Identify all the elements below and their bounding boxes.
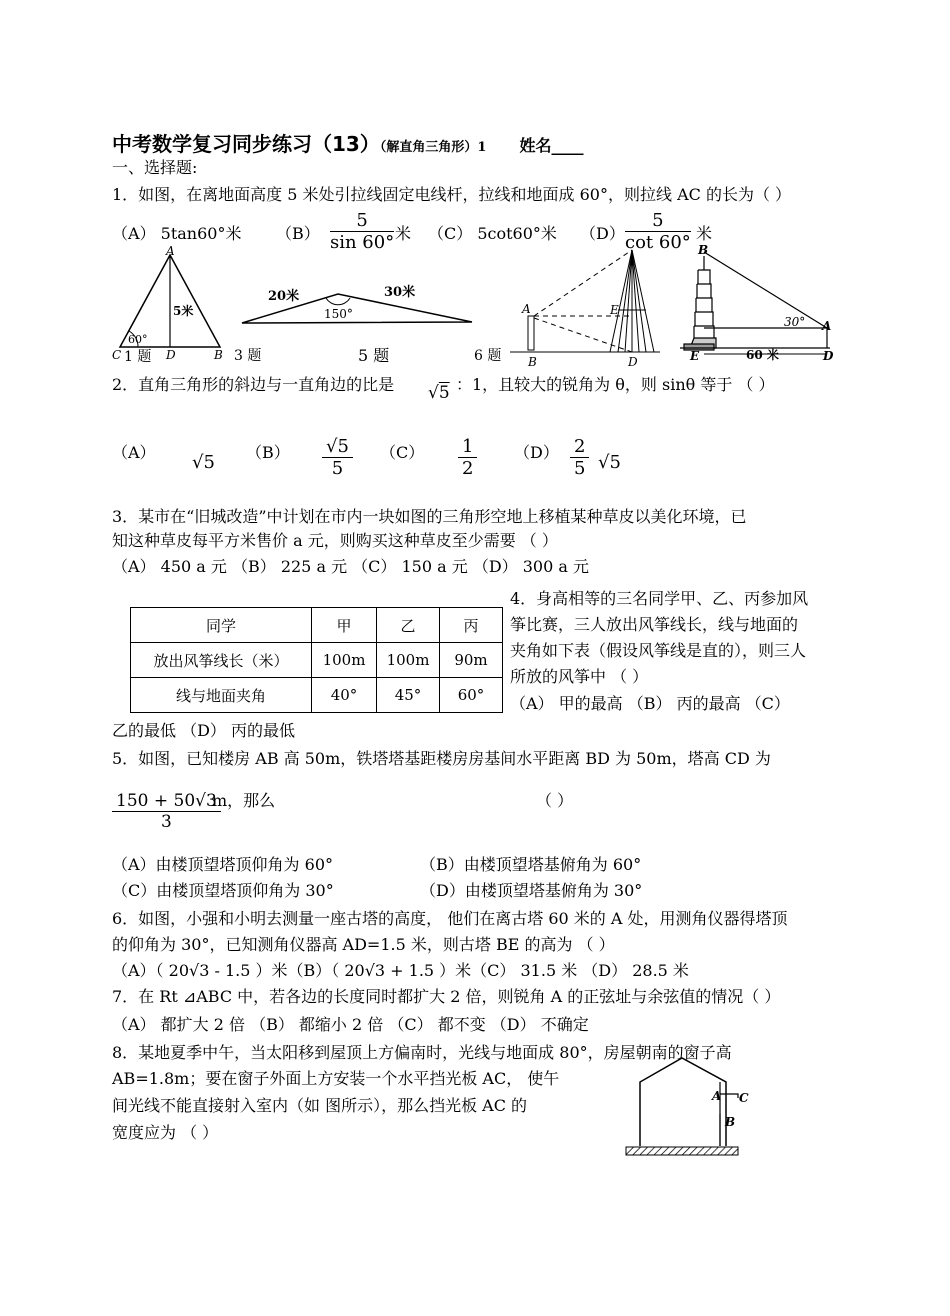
fig1-label-d: D	[166, 348, 176, 362]
q1-option-d-unit: 米	[696, 224, 713, 243]
table-cell: 40°	[312, 678, 377, 713]
figure-1-triangle	[110, 245, 235, 365]
q2-option-b-fraction	[322, 436, 353, 479]
q2-d-numerator: 2	[570, 436, 589, 458]
q4-line2: 筝比赛，三人放出风筝线长，线与地面的	[510, 615, 799, 634]
table-cell: 60°	[440, 678, 503, 713]
q8-line3: 间光线不能直接射入室内（如 图所示），那么挡光板 AC 的	[112, 1096, 528, 1115]
table-header-cell: 同学	[131, 608, 312, 643]
q2-radical: √5	[428, 383, 450, 403]
q2-option-d: （D）	[514, 443, 559, 462]
fig1-label-c: C	[112, 348, 122, 362]
fig6-label-d: D	[823, 349, 834, 363]
q1-option-c: （C） 5cot60°米	[428, 224, 557, 243]
q2-b-denominator: 5	[331, 458, 344, 479]
fig8-label-b: B	[725, 1115, 736, 1129]
q2-d-denominator: 5	[574, 458, 586, 479]
q4-line1: 4．身高相等的三名同学甲、乙、丙参加风	[510, 589, 809, 608]
q2-option-d-fraction	[570, 436, 589, 479]
q5-numerator: 150 + 50√3	[112, 791, 221, 812]
q3-line2: 知这种草皮每平方米售价 a 元，则购买这种草皮至少需要 （ ）	[112, 531, 558, 550]
name-field-label: 姓名____	[519, 136, 584, 155]
q5-option-d: （D）由楼顶望塔基俯角为 30°	[420, 881, 643, 900]
fig5-label-a: A	[522, 302, 531, 316]
q1-option-b-unit: 米	[395, 224, 412, 243]
fig1-length: 5米	[173, 304, 194, 318]
q5-tail: m，那么	[212, 791, 276, 810]
fig3-caption: 3 题	[234, 348, 262, 364]
q2-radicand: 5	[438, 383, 450, 403]
fig3-side-left: 20米	[268, 289, 300, 304]
table-row	[131, 608, 503, 643]
q7-options: （A） 都扩大 2 倍 （B） 都缩小 2 倍 （C） 都不变 （D） 不确定	[112, 1015, 589, 1034]
q3-line1: 3．某市在“旧城改造”中计划在市内一块如图的三角形空地上移植某种草皮以美化环境，已	[112, 507, 747, 526]
q1-b-numerator: 5	[330, 210, 394, 232]
section-heading: 一、选择题:	[112, 158, 198, 177]
fig1-angle: 60°	[128, 333, 148, 346]
q4-kite-table	[130, 607, 503, 713]
q4-line4: 所放的风筝中 （ ）	[510, 667, 649, 686]
fig8-label-c: C	[739, 1091, 749, 1105]
q5-option-a: （A）由楼顶望塔顶仰角为 60°	[112, 855, 334, 874]
table-cell: 90m	[440, 643, 503, 678]
q2-c-denominator: 2	[462, 458, 474, 479]
fig6-caption: 6 题	[474, 348, 502, 364]
q2-option-c: （C）	[380, 443, 425, 462]
table-cell: 100m	[312, 643, 377, 678]
title-main: 中考数学复习同步练习（13）	[112, 132, 380, 156]
fig6-label-b: B	[698, 243, 709, 257]
table-header-cell: 乙	[377, 608, 440, 643]
table-row	[131, 678, 503, 713]
q2-c-numerator: 1	[458, 436, 477, 458]
q1-option-a: （A） 5tan60°米	[112, 224, 242, 243]
table-cell: 放出风筝线长（米）	[131, 643, 312, 678]
q8-line1: 8．某地夏季中午，当太阳移到屋顶上方偏南时，光线与地面成 80°，房屋朝南的窗子高	[112, 1043, 732, 1062]
table-cell: 100m	[377, 643, 440, 678]
q5-denominator: 3	[160, 812, 172, 832]
q5-option-c: （C）由楼顶望塔顶仰角为 30°	[112, 881, 334, 900]
q8-line4: 宽度应为 （ ）	[112, 1123, 219, 1142]
fig6-angle: 30°	[784, 315, 806, 329]
q2-option-d-tail: √5	[598, 452, 621, 473]
table-header-cell: 甲	[312, 608, 377, 643]
q5-paren: （ ）	[536, 791, 574, 810]
q1-b-denominator: sin 60°	[330, 232, 395, 253]
q1-option-b-fraction	[330, 210, 394, 253]
q6-options: （A）（ 20√3 - 1.5 ）米（B）（ 20√3 + 1.5 ）米（C） 31.5 米 （D） 28.5 米	[112, 961, 689, 980]
fig3-angle: 150°	[324, 307, 353, 321]
q2-option-a-value: √5	[192, 452, 215, 473]
title-subtitle: （解直角三角形）1	[379, 140, 487, 155]
fig5-caption: 5 题	[358, 346, 390, 365]
table-cell: 45°	[377, 678, 440, 713]
q7-line1: 7．在 Rt ⊿ABC 中，若各边的长度同时都扩大 2 倍，则锐角 A 的正弦址与余弦值的情况（ ）	[112, 987, 781, 1006]
table-cell: 线与地面夹角	[131, 678, 312, 713]
q1-d-numerator: 5	[625, 210, 691, 232]
q1-option-b: （B）	[276, 224, 320, 243]
q5-option-b: （B）由楼顶望塔基俯角为 60°	[420, 855, 642, 874]
q4-line3: 夹角如下表（假设风筝线是直的），则三人	[510, 641, 807, 660]
fig6-label-e: E	[690, 349, 700, 363]
fig1-label-b: B	[214, 348, 223, 362]
q2-text: 2．直角三角形的斜边与一直角边的比是	[112, 375, 395, 394]
fig1-label-a: A	[166, 244, 175, 258]
figure-8-house	[620, 1054, 750, 1164]
fig5-label-b: B	[528, 355, 537, 369]
q2-b-numerator: √5	[322, 436, 353, 458]
fig1-caption: 1 题	[124, 349, 152, 365]
q1-option-d: （D）	[580, 224, 625, 243]
figure-5-tower	[470, 240, 670, 370]
fig5-label-d: D	[628, 355, 638, 369]
q8-line2: AB=1.8m；要在窗子外面上方安装一个水平挡光板 AC， 使午	[112, 1069, 560, 1088]
q3-options: （A） 450 a 元 （B） 225 a 元 （C） 150 a 元 （D） 300 a 元	[112, 557, 589, 576]
q6-line2: 的仰角为 30°，已知测角仪器高 AD=1.5 米，则古塔 BE 的高为 （ ）	[112, 935, 615, 954]
q4-line5: （A） 甲的最高 （B） 丙的最高 （C）	[510, 694, 790, 713]
figure-6-pagoda	[680, 240, 840, 365]
q2-option-c-fraction	[458, 436, 477, 479]
fig3-side-right: 30米	[384, 285, 416, 300]
page-title	[112, 128, 584, 157]
q4-line-last: 乙的最低 （D） 丙的最低	[112, 721, 296, 740]
q2-text-tail: ：1，且较大的锐角为 θ，则 sinθ 等于 （ ）	[456, 375, 775, 394]
q2-option-b: （B）	[246, 443, 290, 462]
table-header-cell: 丙	[440, 608, 503, 643]
fig6-label-a: A	[822, 319, 832, 333]
q1-d-denominator: cot 60°	[625, 232, 691, 253]
fig6-distance: 60 米	[746, 348, 779, 362]
q5-text: 5．如图，已知楼房 AB 高 50m，铁塔塔基距楼房房基间水平距离 BD 为 50m，塔高 CD 为	[112, 749, 771, 768]
q2-option-a: （A）	[112, 443, 156, 462]
table-row	[131, 643, 503, 678]
q6-line1: 6．如图，小强和小明去测量一座古塔的高度， 他们在离古塔 60 米的 A 处，用测角仪器得塔顶	[112, 909, 788, 928]
q1-text: 1．如图，在离地面高度 5 米处引拉线固定电线杆，拉线和地面成 60°，则拉线 AC 的长为（ ）	[112, 185, 792, 204]
q5-fraction	[112, 791, 221, 832]
fig8-label-a: A	[712, 1089, 722, 1103]
fig5-label-e: E	[610, 303, 619, 317]
